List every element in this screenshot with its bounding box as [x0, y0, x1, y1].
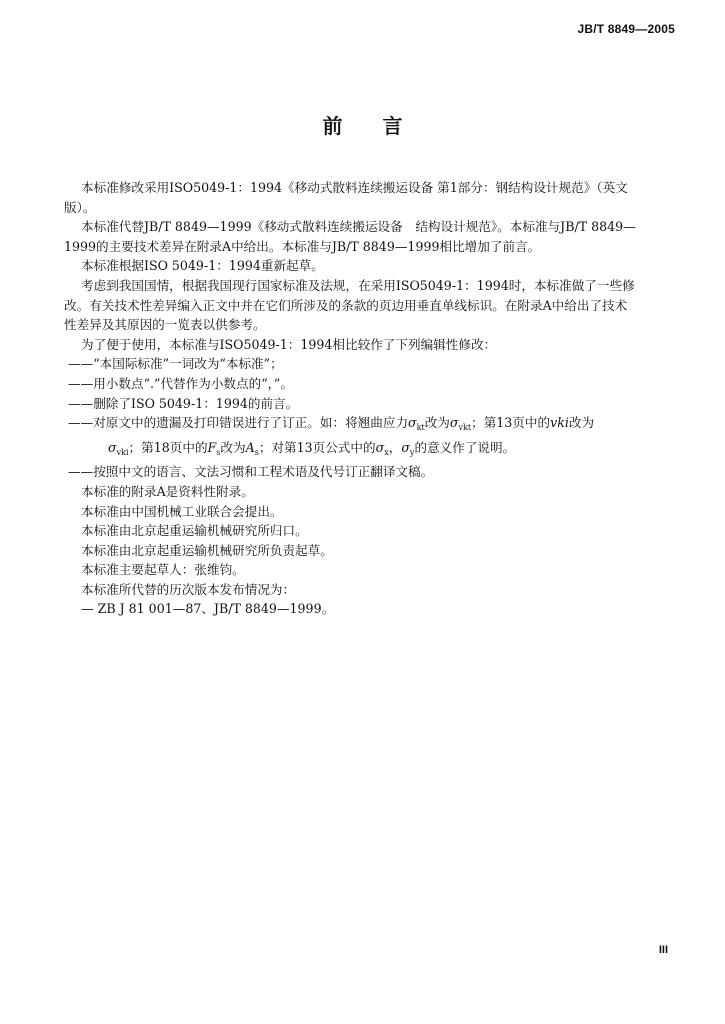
paragraph-redrafted: 本标准根据ISO 5049-1：1994重新起草。	[81, 258, 324, 274]
paragraph-annex: 本标准的附录A是资料性附录。	[81, 483, 254, 499]
title-char-2: 言	[382, 114, 403, 138]
sigma-symbol: σ	[401, 439, 410, 455]
force-symbol: F	[207, 439, 217, 455]
paragraph-proposed-by: 本标准由中国机械工业联合会提出。	[81, 503, 283, 519]
editorial-item-4-line-2	[64, 438, 674, 463]
paragraph-replaces-line-2: 1999的主要技术差异在附录A中给出。本标准与JB/T 8849—1999相比增加了前言。	[64, 238, 541, 254]
subscript: x	[384, 447, 389, 457]
area-symbol: A	[245, 439, 255, 455]
subscript: s	[216, 447, 221, 457]
paragraph-drafted-by: 本标准由北京起重运输机械研究所负责起草。	[81, 542, 333, 558]
paragraph-drafters: 本标准主要起草人：张维钧。	[81, 562, 245, 578]
item-4-text-c: ；第13页中的	[471, 415, 551, 431]
item-4-text-i: 的意义作了说明。	[414, 439, 516, 455]
paragraph-editorial-intro: 为了便于使用，本标准与ISO5049-1：1994相比较作了下列编辑性修改：	[81, 336, 497, 352]
item-4-text-e: ；第18页中的	[128, 439, 208, 455]
paragraph-adoption-line-1: 本标准修改采用ISO5049-1：1994《移动式散料连续搬运设备 第1部分：钢结构设计规范》（英文	[81, 180, 628, 195]
paragraph-centralized-by: 本标准由北京起重运输机械研究所归口。	[81, 523, 308, 539]
subscript: vkt	[458, 423, 472, 433]
subscript: y	[409, 447, 415, 457]
title-char-1: 前	[322, 114, 343, 138]
sigma-symbol: σ	[108, 439, 117, 455]
document-id: JB/T 8849—2005	[577, 22, 675, 36]
paragraph-adoption-line-2: 版）。	[64, 199, 96, 215]
editorial-item-5: ——按照中文的语言、文法习惯和工程术语及代号订正翻译文稿。	[68, 464, 434, 480]
page-title	[0, 110, 725, 139]
foreword-body	[64, 178, 674, 619]
item-4-text-a: ——对原文中的遗漏及打印错误进行了订正。如：将翘曲应力	[68, 415, 409, 431]
paragraph-history-versions: — ZB J 81 001—87、JB/T 8849—1999。	[81, 601, 335, 617]
item-4-text-h: ，	[388, 439, 402, 455]
item-4-text-f: 改为	[220, 439, 246, 455]
sigma-symbol: σ	[408, 415, 417, 431]
editorial-item-1: ——“本国际标准”一词改为“本标准”；	[68, 356, 283, 372]
editorial-item-2: ——用小数点“.”代替作为小数点的“，”。	[68, 375, 293, 391]
vki-symbol: vki	[550, 415, 569, 431]
editorial-item-3: ——删除了ISO 5049-1：1994的前言。	[68, 395, 299, 411]
subscript: vki	[116, 447, 129, 457]
item-4-text-d: 改为	[568, 415, 595, 431]
sigma-symbol: σ	[375, 439, 385, 455]
paragraph-modifications-line-2: 改。有关技术性差异编入正文中并在它们所涉及的条款的页边用垂直单线标识。在附录A中给出了技术	[64, 297, 628, 313]
item-4-text-g: ；对第13页公式中的	[258, 439, 376, 455]
subscript: kt	[416, 423, 425, 433]
paragraph-replaces-line-1: 本标准代替JB/T 8849—1999《移动式散料连续搬运设备 结构设计规范》。本标准与JB/T 8849—	[81, 219, 636, 235]
paragraph-modifications-line-1: 考虑到我国国情，根据我国现行国家标准及法规，在采用ISO5049-1：1994时，本标准做了一些修	[81, 277, 635, 293]
item-4-text-b: 改为	[424, 415, 450, 431]
paragraph-history-intro: 本标准所代替的历次版本发布情况为：	[81, 581, 296, 597]
editorial-item-4-line-1	[64, 413, 674, 438]
page-number: III	[658, 944, 668, 956]
sigma-symbol: σ	[449, 415, 459, 431]
subscript: s	[254, 447, 259, 457]
paragraph-modifications-line-3: 性差异及其原因的一览表以供参考。	[64, 317, 266, 333]
